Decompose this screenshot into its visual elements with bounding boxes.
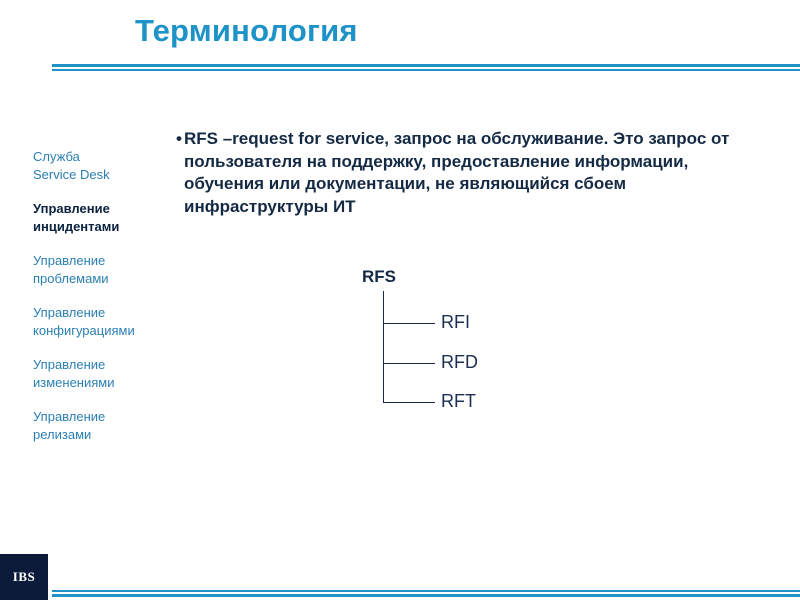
page-title: Терминология: [135, 13, 358, 48]
tree-branch-line: [383, 402, 435, 403]
bullet-dot-icon: •: [176, 129, 182, 148]
ibs-logo: IBS: [0, 554, 48, 600]
sidebar-item-incident-management[interactable]: Управление инцидентами: [33, 201, 120, 234]
sidebar-item-release-management[interactable]: Управление релизами: [33, 409, 106, 442]
sidebar-item-change-management[interactable]: Управление изменениями: [33, 357, 115, 390]
tree-child-rft: RFT: [441, 391, 476, 411]
footer-rule-thin: [52, 590, 800, 592]
tree-child-rfd: RFD: [441, 352, 478, 372]
sidebar-nav: [33, 148, 133, 460]
rfs-definition-text: RFS –request for service, запрос на обслуживание. Это запрос от пользователя на поддержку, предоставление информации, обучения или документации, не являющийся сбоем инфраструктуры ИТ: [184, 129, 730, 216]
sidebar-item-problem-management[interactable]: Управление проблемами: [33, 253, 109, 286]
tree-child-rfi: RFI: [441, 312, 470, 332]
tree-branch-line: [383, 363, 435, 364]
tree-branch-line: [383, 323, 435, 324]
sidebar-item-configuration-management[interactable]: Управление конфигурациями: [33, 305, 135, 338]
tree-root-label: RFS: [362, 267, 396, 286]
sidebar-item-service-desk[interactable]: Служба Service Desk: [33, 149, 110, 182]
tree-trunk-line: [383, 291, 384, 403]
header-rule: [52, 64, 800, 67]
footer-rule: [52, 594, 800, 597]
header-rule-thin: [52, 69, 800, 71]
rfs-definition: [176, 128, 766, 218]
